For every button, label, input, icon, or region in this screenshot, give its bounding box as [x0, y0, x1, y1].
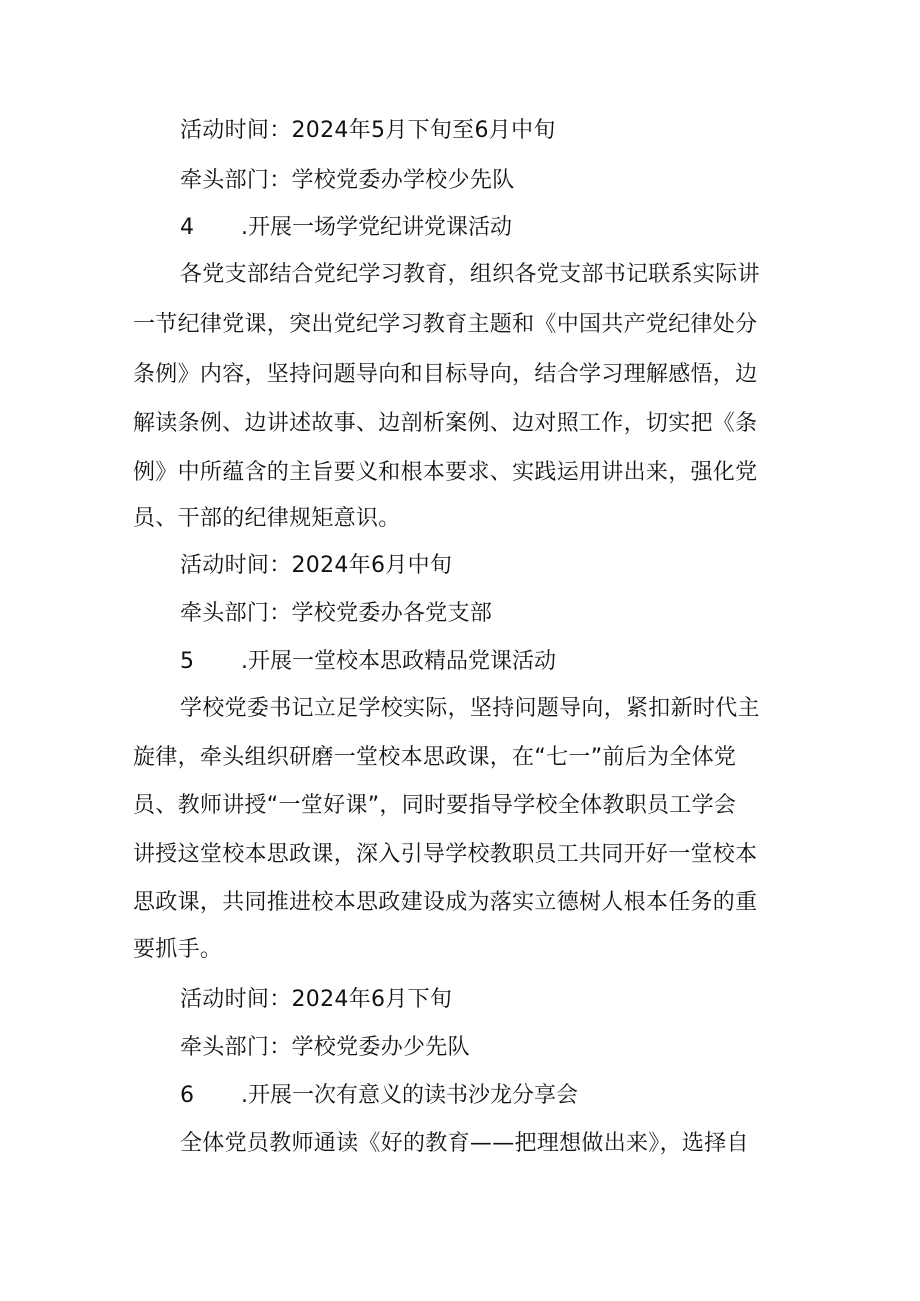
- lead-department-line: 牵头部门：学校党委办少先队: [180, 1035, 470, 1060]
- activity-time-line: 活动时间：2024年6月下旬: [180, 987, 453, 1012]
- paragraph-line: 一节纪律党课，突出党纪学习教育主题和《中国共产党纪律处分: [133, 312, 758, 337]
- lead-department-line: 牵头部门：学校党委办各党支部: [180, 601, 493, 626]
- paragraph-line: 讲授这堂校本思政课，深入引导学校教职员工共同开好一堂校本: [133, 842, 758, 867]
- paragraph-line: 员、教师讲授“一堂好课”，同时要指导学校全体教职员工学会: [133, 793, 737, 818]
- paragraph-line: 解读条例、边讲述故事、边剖析案例、边对照工作，切实把《条: [133, 411, 758, 436]
- section-number: 4: [180, 215, 194, 240]
- paragraph-line: 旋律，牵头组织研磨一堂校本思政课，在“七一”前后为全体党: [133, 745, 737, 770]
- section-title: .开展一堂校本思政精品党课活动: [241, 649, 556, 674]
- section-number: 6: [180, 1083, 194, 1108]
- paragraph-line: 要抓手。: [133, 937, 223, 962]
- section-number: 5: [180, 649, 194, 674]
- paragraph-line: 学校党委书记立足学校实际，坚持问题导向，紧扣新时代主: [180, 696, 760, 721]
- section-title: .开展一场学党纪讲党课活动: [241, 215, 512, 240]
- paragraph-line: 全体党员教师通读《好的教育——把理想做出来》，选择自: [180, 1131, 749, 1156]
- activity-time-line: 活动时间：2024年5月下旬至6月中旬: [180, 118, 556, 143]
- activity-time-line: 活动时间：2024年6月中旬: [180, 553, 453, 578]
- paragraph-line: 员、干部的纪律规矩意识。: [133, 506, 401, 531]
- paragraph-line: 思政课，共同推进校本思政建设成为落实立德树人根本任务的重: [133, 890, 758, 915]
- paragraph-line: 例》中所蕴含的主旨要义和根本要求、实践运用讲出来，强化党: [133, 460, 758, 485]
- section-title: .开展一次有意义的读书沙龙分享会: [241, 1083, 578, 1108]
- paragraph-line: 各党支部结合党纪学习教育，组织各党支部书记联系实际讲: [180, 262, 760, 287]
- paragraph-line: 条例》内容，坚持问题导向和目标导向，结合学习理解感悟，边: [133, 362, 758, 387]
- lead-department-line: 牵头部门：学校党委办学校少先队: [180, 168, 515, 193]
